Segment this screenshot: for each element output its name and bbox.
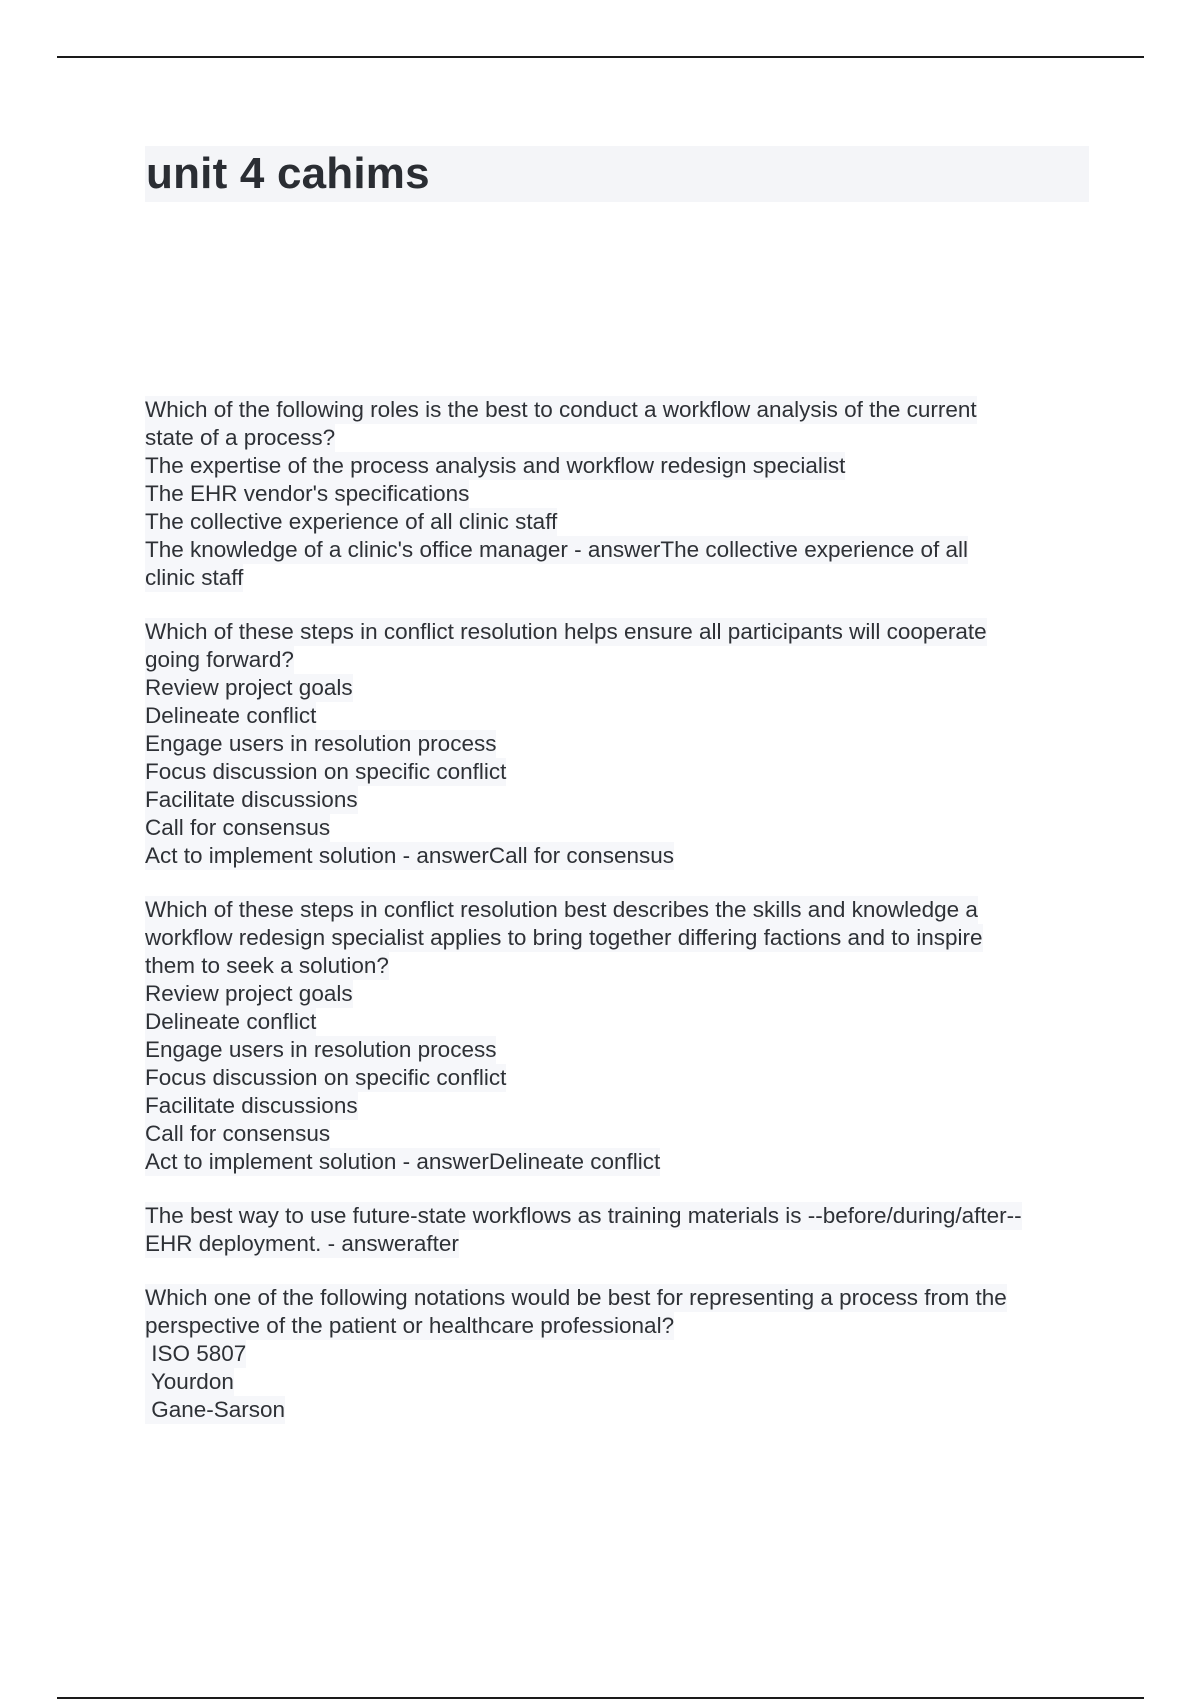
question-line: perspective of the patient or healthcare professional? <box>145 1313 675 1338</box>
option-line: Focus discussion on specific conflict <box>145 759 507 784</box>
question-line: Which of these steps in conflict resolution helps ensure all participants will cooperate <box>145 619 987 644</box>
qa-block-1 <box>145 396 1100 592</box>
question-line: workflow redesign specialist applies to bring together differing factions and to inspire <box>145 925 983 950</box>
option-line: The expertise of the process analysis and workflow redesign specialist <box>145 453 846 478</box>
option-line: Review project goals <box>145 981 353 1006</box>
option-line: Review project goals <box>145 675 353 700</box>
qa-block-4 <box>145 1202 1100 1258</box>
bottom-rule <box>57 1697 1144 1699</box>
option-line: ISO 5807 <box>145 1341 247 1366</box>
qa-block-3 <box>145 896 1100 1176</box>
option-line: Delineate conflict <box>145 1009 317 1034</box>
option-line: The EHR vendor's specifications <box>145 481 470 506</box>
question-line: going forward? <box>145 647 294 672</box>
question-line: Which one of the following notations would be best for representing a process from the <box>145 1285 1007 1310</box>
question-line: The best way to use future-state workflows as training materials is --before/during/after-- <box>145 1203 1022 1228</box>
qa-block-2 <box>145 618 1100 870</box>
option-line: Delineate conflict <box>145 703 317 728</box>
top-rule <box>57 56 1144 58</box>
answer-line: clinic staff <box>145 565 244 590</box>
option-line: Gane-Sarson <box>145 1397 286 1422</box>
document-title: unit 4 cahims <box>146 149 430 198</box>
question-line: state of a process? <box>145 425 336 450</box>
option-line: Call for consensus <box>145 815 331 840</box>
option-line: Engage users in resolution process <box>145 731 497 756</box>
option-line: Facilitate discussions <box>145 787 358 812</box>
question-line: Which of the following roles is the best to conduct a workflow analysis of the current <box>145 397 977 422</box>
answer-line: The knowledge of a clinic's office manager - answerThe collective experience of all <box>145 537 969 562</box>
option-line: Yourdon <box>145 1369 234 1394</box>
option-line: Engage users in resolution process <box>145 1037 497 1062</box>
question-line: them to seek a solution? <box>145 953 389 978</box>
option-line: Focus discussion on specific conflict <box>145 1065 507 1090</box>
answer-line: Act to implement solution - answerDelineate conflict <box>145 1149 661 1174</box>
answer-line: Act to implement solution - answerCall for consensus <box>145 843 674 868</box>
answer-line: EHR deployment. - answerafter <box>145 1231 459 1256</box>
question-line: Which of these steps in conflict resolution best describes the skills and knowledge a <box>145 897 978 922</box>
option-line: Facilitate discussions <box>145 1093 358 1118</box>
qa-content <box>145 396 1100 1450</box>
option-line: Call for consensus <box>145 1121 331 1146</box>
qa-block-5 <box>145 1284 1100 1424</box>
option-line: The collective experience of all clinic staff <box>145 509 558 534</box>
